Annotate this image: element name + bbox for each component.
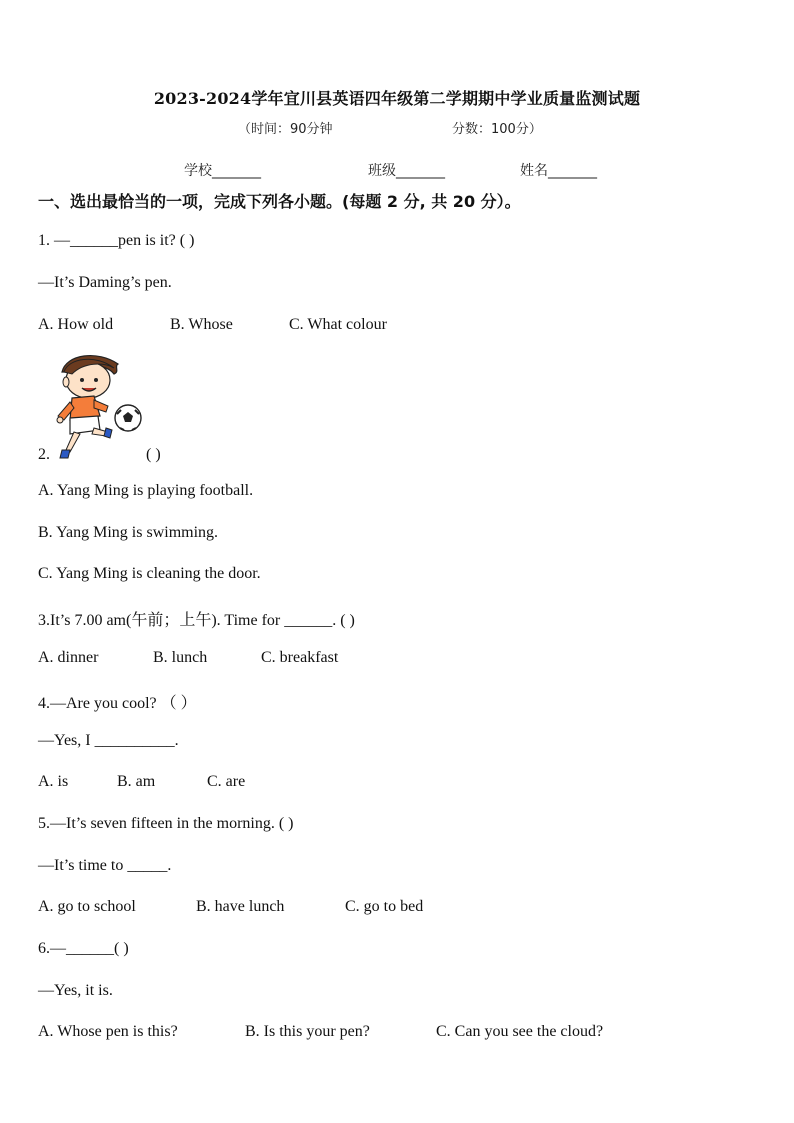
question-6-stem: 6.—______( ): [38, 940, 129, 957]
question-6-reply: —Yes, it is.: [38, 982, 113, 999]
question-2-answer-blank: ( ): [146, 446, 161, 463]
question-1-stem: 1. —______pen is it? ( ): [38, 232, 195, 249]
question-2-option-a: A. Yang Ming is playing football.: [38, 482, 254, 499]
question-6-option-a: A. Whose pen is this?: [38, 1023, 178, 1040]
question-6-option-b: B. Is this your pen?: [245, 1023, 370, 1040]
question-1-option-b: B. Whose: [170, 316, 233, 333]
question-5-option-c: C. go to bed: [345, 898, 424, 915]
exam-score: 分数：100分）: [452, 122, 542, 137]
school-field: 学校_______: [184, 163, 261, 179]
question-1-option-a: A. How old: [38, 316, 114, 333]
question-1-reply: —It’s Daming’s pen.: [38, 274, 172, 291]
question-4-option-b: B. am: [117, 773, 156, 790]
question-4-option-a: A. is: [38, 773, 69, 790]
exam-title: 2023-2024学年宜川县英语四年级第二学期期中学业质量监测试题: [153, 89, 641, 108]
question-4-stem: 4.—Are you cool? （ ）: [38, 695, 197, 712]
question-5-option-b: B. have lunch: [196, 898, 285, 915]
question-3-option-a: A. dinner: [38, 649, 99, 666]
question-1-option-c: C. What colour: [289, 316, 387, 333]
boy-playing-football-image: [48, 350, 144, 462]
question-3-stem: 3.It’s 7.00 am(午前；上午). Time for ______. ( ): [38, 612, 355, 629]
question-5-stem: 5.—It’s seven fifteen in the morning. ( ): [38, 815, 294, 832]
question-6-option-c: C. Can you see the cloud?: [436, 1023, 604, 1040]
section-heading: 一、选出最恰当的一项，完成下列各小题。(每题 2 分, 共 20 分）。: [38, 192, 521, 211]
name-field: 姓名_______: [520, 163, 597, 179]
class-field: 班级_______: [368, 163, 445, 179]
question-2-option-c: C. Yang Ming is cleaning the door.: [38, 565, 261, 582]
question-2-stem: 2.: [38, 446, 50, 463]
question-5-option-a: A. go to school: [38, 898, 136, 915]
question-2-option-b: B. Yang Ming is swimming.: [38, 524, 219, 541]
question-3-option-b: B. lunch: [153, 649, 208, 666]
question-4-reply: —Yes, I __________.: [38, 732, 179, 749]
exam-time: （时间：90分钟: [238, 122, 333, 137]
question-3-option-c: C. breakfast: [261, 649, 339, 666]
question-4-option-c: C. are: [207, 773, 246, 790]
question-5-reply: —It’s time to _____.: [38, 857, 172, 874]
